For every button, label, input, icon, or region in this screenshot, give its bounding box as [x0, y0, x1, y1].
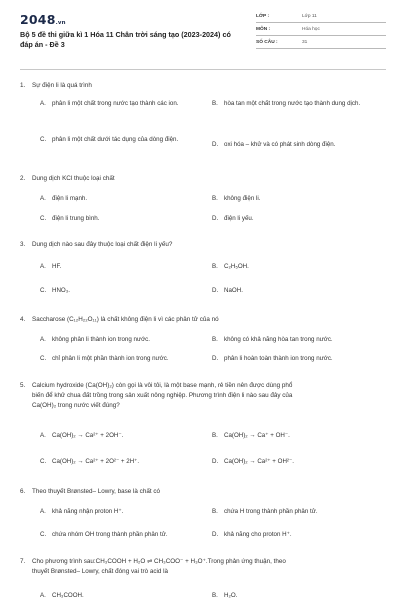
option-letter: D. [212, 287, 219, 294]
option-text: C₂H₅OH. [224, 263, 249, 270]
option-text: không điện li. [224, 195, 261, 202]
question-text-line: Calcium hydroxide (Ca(OH)₂) còn gọi là vôi tôi, là một base mạnh, rẻ tiền nên được dùng phổ [32, 382, 293, 389]
site-logo[interactable] [20, 12, 66, 27]
question-3 [20, 240, 386, 250]
option-text: Ca(OH)₂ → Ca²⁺ + OH²⁻. [224, 458, 294, 465]
question-7 [20, 557, 386, 577]
option-text: phân li hoàn toàn thành ion trong nước. [224, 355, 333, 362]
question-4 [20, 315, 386, 325]
meta-label: LỚP : [256, 14, 270, 19]
question-6 [20, 487, 386, 497]
option-letter: A. [40, 432, 46, 439]
option-letter: A. [40, 195, 46, 202]
option-text: chứa nhóm OH trong thành phần phân tử. [52, 531, 168, 538]
option-text: phân li một chất trong nước tạo thành các ion. [52, 100, 179, 107]
logo-sub-text: .vn [55, 20, 66, 26]
meta-row-count [256, 36, 386, 49]
header-divider [20, 69, 386, 70]
question-text: Dung dịch KCl thuộc loại chất [32, 175, 115, 182]
option-text: HF. [52, 263, 62, 270]
question-number: 2. [20, 175, 26, 182]
question-number: 6. [20, 488, 26, 495]
document-title: Bộ 5 đề thi giữa kì 1 Hóa 11 Chân trời sáng tạo (2023-2024) có đáp án - Đề 3 [20, 30, 231, 49]
option-text: khả năng nhận proton H⁺. [52, 508, 124, 515]
option-letter: C. [40, 458, 47, 465]
question-text-line: biến để khử chua đất trồng trong sản xuất nông nghiệp. Phương trình điện li nào sau đây của [32, 392, 293, 399]
option-letter: B. [212, 508, 218, 515]
meta-label: MÔN : [256, 27, 271, 32]
meta-row-subject [256, 23, 386, 36]
option-letter: B. [212, 592, 218, 599]
question-5 [20, 381, 386, 411]
option-letter: B. [212, 100, 218, 107]
option-text: hòa tan một chất trong nước tạo thành dung dịch. [224, 100, 361, 107]
option-text: không phân li thành ion trong nước. [52, 336, 150, 343]
option-letter: A. [40, 592, 46, 599]
option-letter: C. [40, 136, 47, 143]
question-text-line: Ca(OH)₂ trong nước viết đúng? [32, 402, 120, 409]
option-text: khả năng cho proton H⁺. [224, 531, 292, 538]
meta-row-class [256, 10, 386, 23]
option-letter: C. [40, 355, 47, 362]
option-letter: D. [212, 458, 219, 465]
question-number: 3. [20, 241, 26, 248]
option-text: HNO₃. [52, 287, 70, 294]
meta-value: Lớp 11 [302, 14, 317, 19]
question-text-line: thuyết Brønsted– Lowry, chất đóng vai trò acid là [32, 568, 169, 575]
option-letter: C. [40, 215, 47, 222]
option-text: điện li trung bình. [52, 215, 100, 222]
logo-main-text: 2048 [20, 12, 56, 27]
option-text: chứa H trong thành phần phân tử. [224, 508, 318, 515]
question-text: Sự điện li là quá trình [32, 82, 92, 89]
option-text: phân li một chất dưới tác dụng của dòng điện. [52, 136, 179, 143]
option-letter: B. [212, 263, 218, 270]
option-letter: D. [212, 531, 219, 538]
option-letter: B. [212, 336, 218, 343]
meta-value: 31 [302, 40, 308, 45]
option-text: H₂O. [224, 592, 238, 599]
option-letter: A. [40, 336, 46, 343]
option-text: Ca(OH)₂ → Ca⁺ + OH⁻. [224, 432, 290, 439]
option-letter: B. [212, 195, 218, 202]
question-number: 5. [20, 382, 26, 389]
option-letter: D. [212, 141, 219, 148]
option-text: Ca(OH)₂ → Ca²⁺ + 2O²⁻ + 2H⁺. [52, 458, 140, 465]
option-letter: A. [40, 263, 46, 270]
meta-value: Hóa học [302, 27, 320, 32]
question-text: Dung dịch nào sau đây thuộc loại chất điện li yếu? [32, 241, 173, 248]
option-letter: A. [40, 508, 46, 515]
option-letter: A. [40, 100, 46, 107]
option-letter: B. [212, 432, 218, 439]
meta-info-table [256, 10, 386, 49]
meta-label: SỐ CÂU : [256, 40, 278, 45]
option-text: Ca(OH)₂ → Ca²⁺ + 2OH⁻. [52, 432, 124, 439]
option-text: NaOH. [224, 287, 243, 294]
option-letter: C. [40, 531, 47, 538]
option-text: không có khả năng hòa tan trong nước. [224, 336, 333, 343]
question-number: 4. [20, 316, 26, 323]
option-letter: C. [40, 287, 47, 294]
question-text: Saccharose (C₁₂H₂₂O₁₁) là chất không điện li vì các phân tử của nó [32, 316, 219, 323]
question-2 [20, 174, 386, 184]
option-letter: D. [212, 355, 219, 362]
option-text: oxi hóa – khử và có phát sinh dòng điện. [224, 141, 336, 148]
option-text: chỉ phân li một phần thành ion trong nước. [52, 355, 169, 362]
option-text: điện li mạnh. [52, 195, 88, 202]
question-number: 7. [20, 558, 26, 565]
question-number: 1. [20, 82, 26, 89]
option-letter: D. [212, 215, 219, 222]
question-1 [20, 81, 386, 91]
option-text: CH₃COOH. [52, 592, 84, 599]
question-text-line: Cho phương trình sau:CH₃COOH + H₂O ⇌ CH₃COO⁻ + H₃O⁺.Trong phản ứng thuận, theo [32, 558, 286, 565]
option-text: điện li yếu. [224, 215, 254, 222]
question-text: Theo thuyết Brønsted– Lowry, base là chất có [32, 488, 160, 495]
document-header [20, 10, 386, 62]
